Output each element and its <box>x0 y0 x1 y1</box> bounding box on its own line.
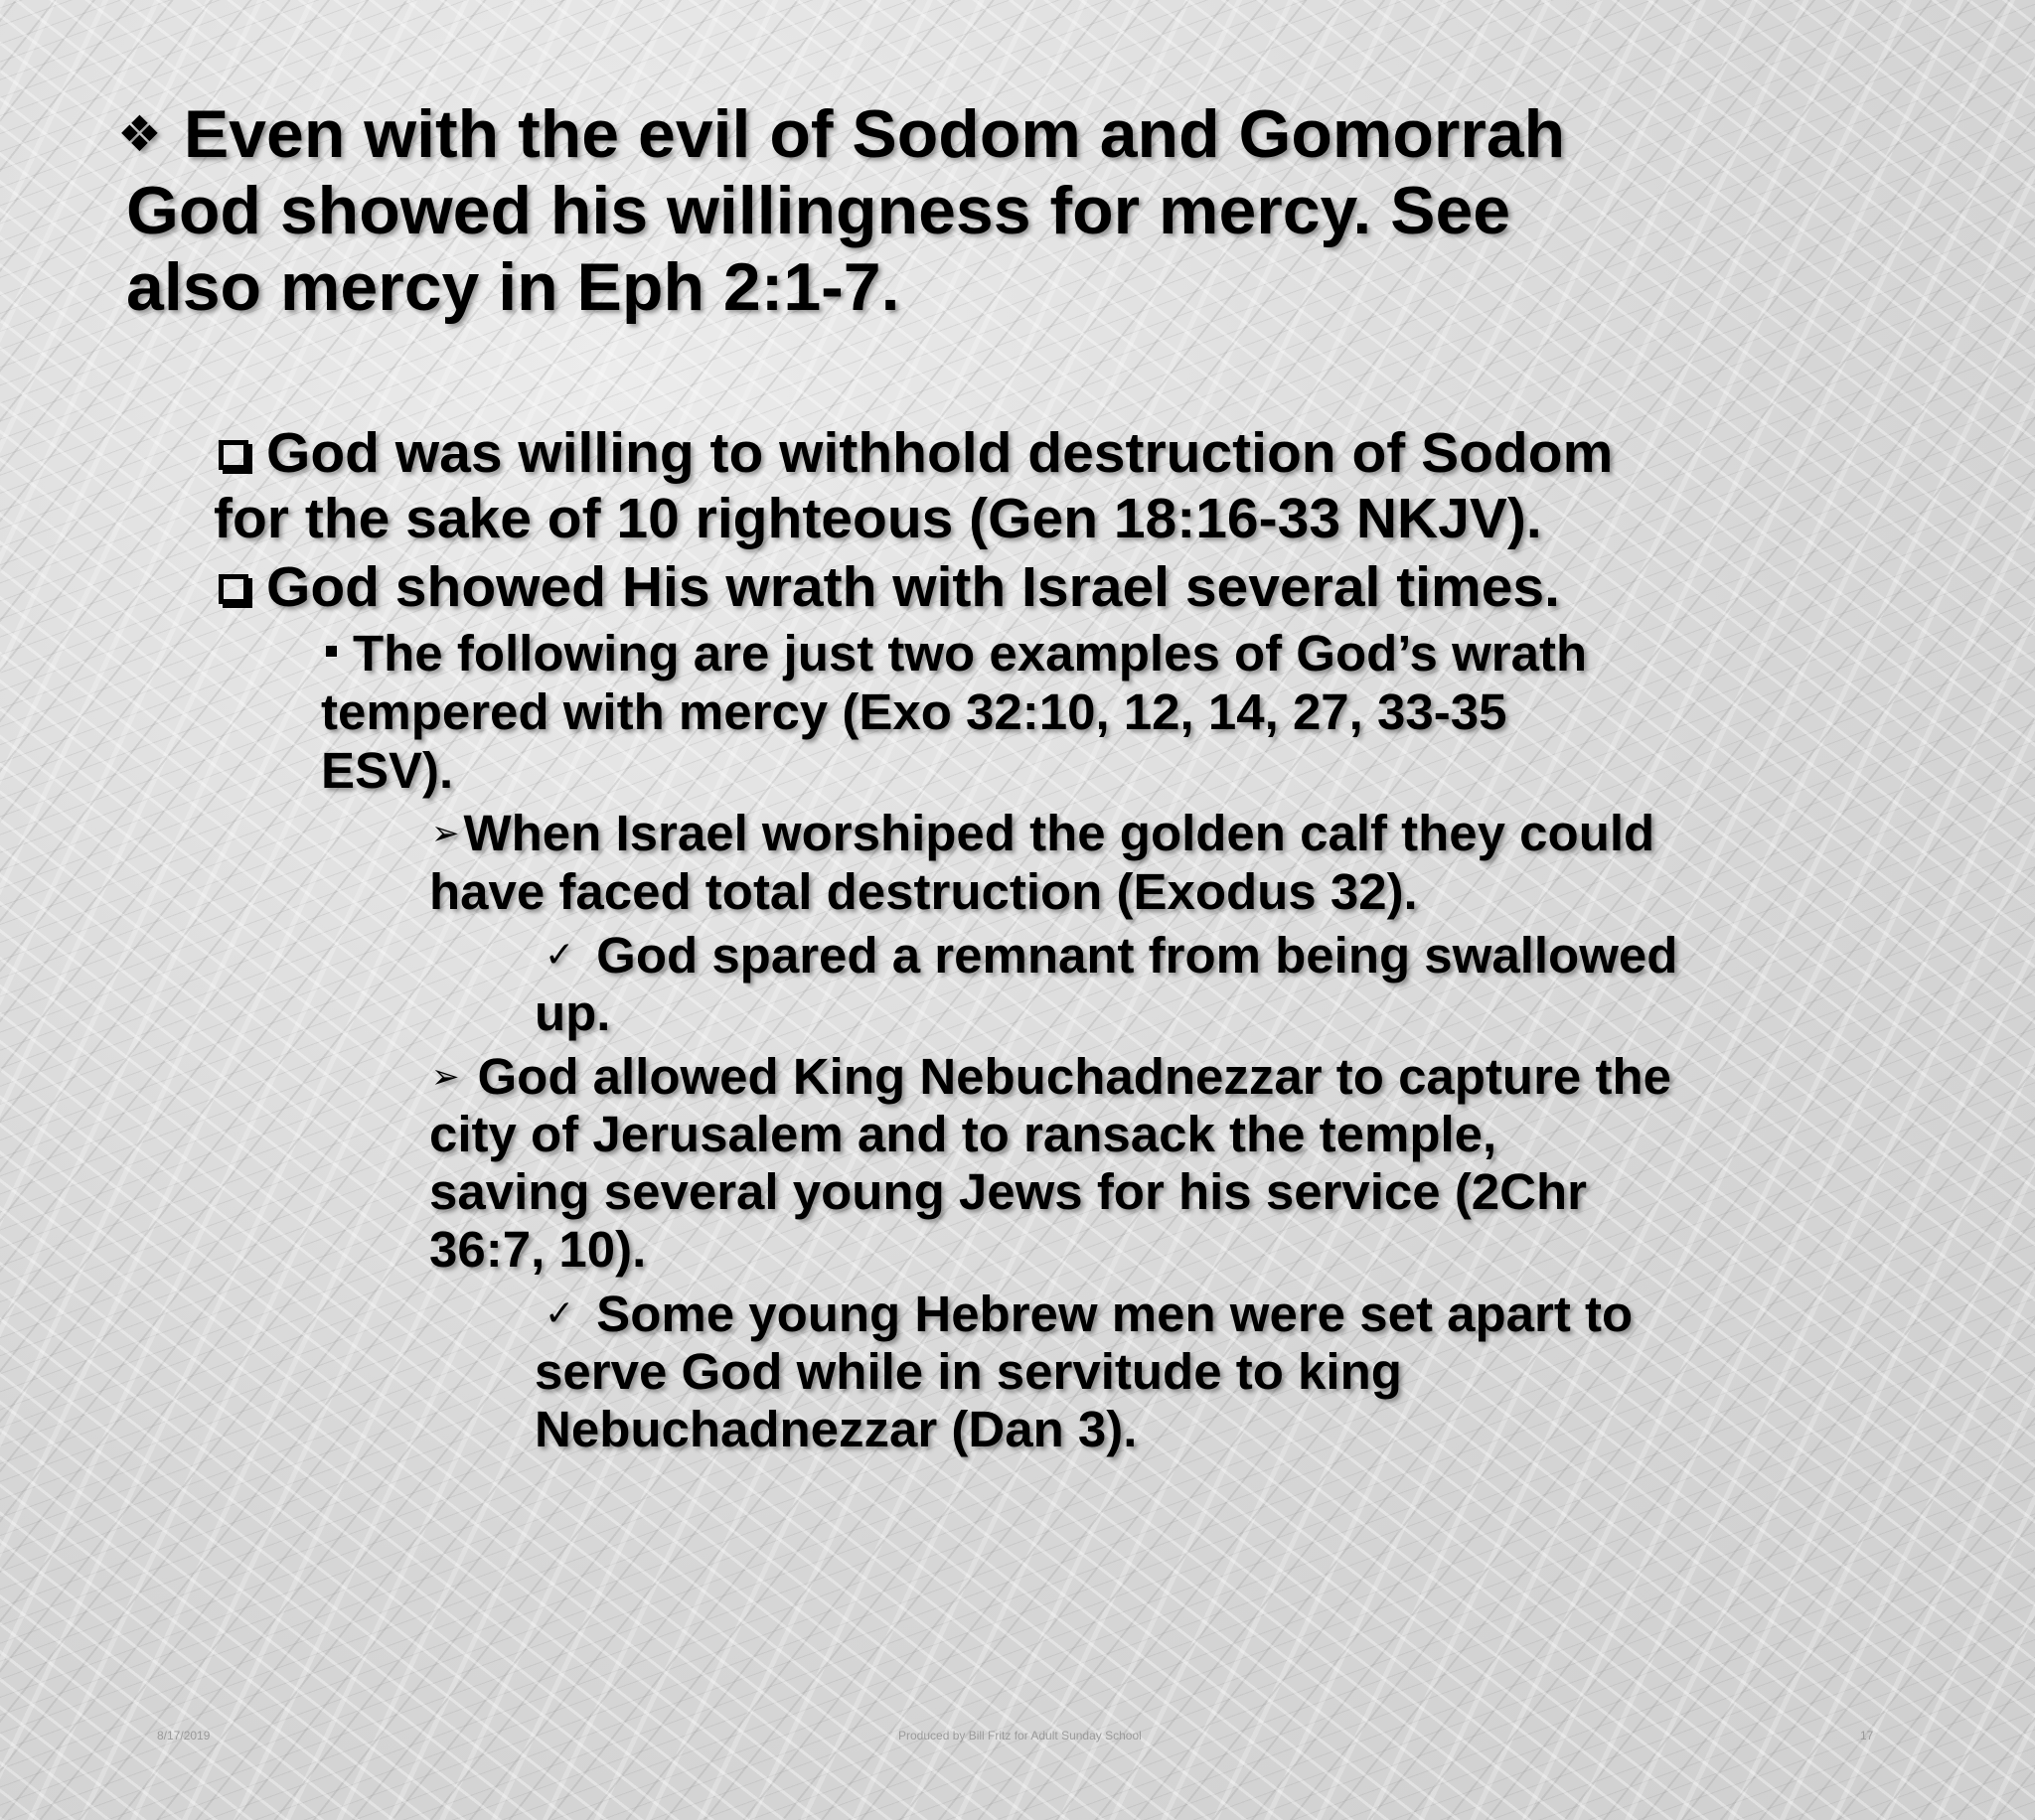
hebrew-line-1 <box>545 1286 1633 1343</box>
examples-line-2: tempered with mercy (Exo 32:10, 12, 14, 27, 33-35 <box>321 683 1507 740</box>
heading-line-2: God showed his willingness for mercy. See <box>126 173 1511 248</box>
square-bullet-icon <box>326 646 337 657</box>
footer-date: 8/17/2019 <box>157 1729 211 1743</box>
diamond-bullet-icon: ❖ <box>117 106 162 162</box>
nebuchadnezzar-text-1: God allowed King Nebuchadnezzar to capture the <box>477 1048 1671 1105</box>
heading-line-3: also mercy in Eph 2:1-7. <box>126 249 900 325</box>
calf-text-1: When Israel worshiped the golden calf they could <box>463 805 1655 861</box>
wrath-line-1 <box>219 554 1560 620</box>
arrow-bullet-icon: ➢ <box>431 1057 460 1097</box>
nebuchadnezzar-line-3: saving several young Jews for his service (2Chr <box>429 1163 1588 1220</box>
sodom-line-2: for the sake of 10 righteous (Gen 18:16-33 NKJV). <box>214 487 1542 550</box>
checkmark-bullet-icon: ✓ <box>545 1293 575 1334</box>
examples-text-1: The following are just two examples of God’s wrath <box>353 625 1588 682</box>
nebuchadnezzar-line-4: 36:7, 10). <box>429 1221 647 1278</box>
calf-line-2: have faced total destruction (Exodus 32). <box>429 863 1418 920</box>
wrath-text-1: God showed His wrath with Israel several times. <box>266 555 1560 619</box>
sodom-text-1: God was willing to withhold destruction of Sodom <box>266 421 1614 485</box>
heading-line-1 <box>117 95 1565 173</box>
checkbox-bullet-icon <box>219 574 248 604</box>
checkmark-bullet-icon: ✓ <box>545 935 575 976</box>
nebuchadnezzar-line-1 <box>431 1048 1671 1106</box>
remnant-line-2: up. <box>535 985 611 1041</box>
nebuchadnezzar-line-2: city of Jerusalem and to ransack the temple, <box>429 1106 1497 1162</box>
hebrew-line-2: serve God while in servitude to king <box>535 1343 1402 1400</box>
footer-page-number: 17 <box>1860 1729 1874 1743</box>
examples-line-1 <box>326 625 1587 682</box>
remnant-text-1: God spared a remnant from being swallowed <box>596 927 1678 984</box>
hebrew-line-3: Nebuchadnezzar (Dan 3). <box>535 1401 1138 1457</box>
footer-credit: Produced by Bill Fritz for Adult Sunday School <box>898 1729 1142 1743</box>
hebrew-text-1: Some young Hebrew men were set apart to <box>596 1286 1634 1342</box>
remnant-line-1 <box>545 927 1677 985</box>
arrow-bullet-icon: ➢ <box>431 814 460 853</box>
heading-text-1: Even with the evil of Sodom and Gomorrah <box>183 96 1566 172</box>
calf-line-1 <box>431 805 1654 862</box>
examples-line-3: ESV). <box>321 742 454 799</box>
checkbox-bullet-icon <box>219 440 248 470</box>
sodom-line-1 <box>219 420 1613 486</box>
